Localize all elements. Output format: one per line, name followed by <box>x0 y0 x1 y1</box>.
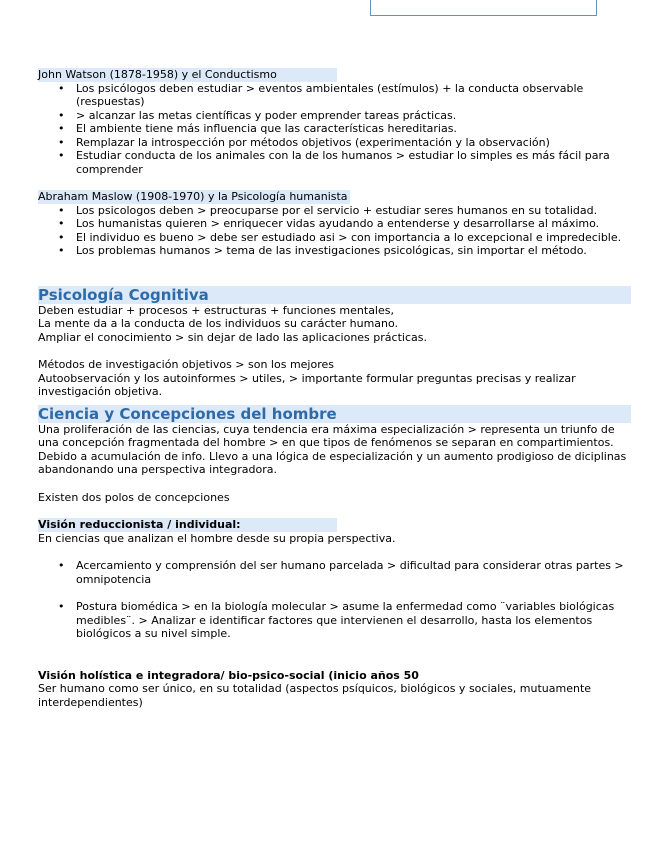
list-item: • Acercamiento y comprensión del ser humano parcelada > dificultad para considerar otras partes > omnipotencia <box>76 559 631 586</box>
watson-bullets <box>38 82 631 177</box>
list-item: • > alcanzar las metas científicas y poder emprender tareas prácticas. <box>76 109 631 123</box>
ciencia-title: Ciencia y Concepciones del hombre <box>38 405 631 423</box>
list-item: • El ambiente tiene más influencia que las características hereditarias. <box>76 122 631 136</box>
watson-heading: John Watson (1878-1958) y el Conductismo <box>38 68 337 82</box>
maslow-heading: Abraham Maslow (1908-1970) y la Psicología humanista <box>38 190 348 203</box>
list-item: • Postura biomédica > en la biología molecular > asume la enfermedad como ¨variables biológicas medibles¨. > Analizar e identificar factores que intervienen el desarrollo, hasta los elementos biológicos a su nivel simple. <box>76 600 631 641</box>
cognitiva-line: Métodos de investigación objetivos > son los mejores <box>38 358 334 371</box>
cognitiva-title: Psicología Cognitiva <box>38 286 631 304</box>
maslow-bullets <box>38 204 631 258</box>
holistica-heading: Visión holística e integradora/ bio-psico-social (inicio años 50 <box>38 668 419 682</box>
list-item: • Los humanistas quieren > enriquecer vidas ayudando a entenderse y desarrollarse al máximo. <box>76 217 631 231</box>
watson-section <box>38 68 631 176</box>
reduccionista-heading: Visión reduccionista / individual: <box>38 518 337 532</box>
cognitiva-line: Autoobservación y los autoinformes > utiles, > importante formular preguntas precisas y realizar investigación objetiva. <box>38 371 576 398</box>
cognitiva-line: La mente da a la conducta de los individuos su carácter humano. <box>38 317 399 330</box>
cognitiva-line: Ampliar el conocimiento > sin dejar de lado las aplicaciones prácticas. <box>38 330 427 344</box>
list-item: • Los psicólogos deben estudiar > eventos ambientales (estímulos) + la conducta observable (respuestas) <box>76 82 631 109</box>
reduccionista-bullets <box>38 559 631 641</box>
top-box <box>370 0 597 16</box>
list-item: • Los problemas humanos > tema de las investigaciones psicológicas, sin importar el método. <box>76 244 631 258</box>
list-item: • Estudiar conducta de los animales con la de los humanos > estudiar lo simples es más fácil para comprender <box>76 149 631 176</box>
ciencia-paragraph: Una proliferación de las ciencias, cuya tendencia era máxima especialización > representa un triunfo de una concepción fragmentada del hombre > en que tipos de fenómenos se separan en compartimientos. Debido a acumulación de info. Llevo a una lógica de especialización y un aumento prodigioso de diciplinas abandonando una perspectiva integradora. <box>38 422 627 476</box>
list-item: • El individuo es bueno > debe ser estudiado asi > con importancia a lo excepcional e impredecible. <box>76 231 631 245</box>
cognitiva-section <box>38 286 631 399</box>
ciencia-section <box>38 405 631 710</box>
list-item: • Los psicologos deben > preocuparse por el servicio + estudiar seres humanos en su totalidad. <box>76 204 631 218</box>
document-body <box>38 68 631 709</box>
reduccionista-intro: En ciencias que analizan el hombre desde su propia perspectiva. <box>38 531 396 545</box>
maslow-section <box>38 190 631 258</box>
list-item: • Remplazar la introspección por métodos objetivos (experimentación y la observación) <box>76 136 631 150</box>
cognitiva-line: Deben estudiar + procesos + estructuras + funciones mentales, <box>38 303 394 317</box>
polos-text: Existen dos polos de concepciones <box>38 490 230 504</box>
holistica-text: Ser humano como ser único, en su totalidad (aspectos psíquicos, biológicos y sociales, mutuamente interdependientes) <box>38 682 592 709</box>
